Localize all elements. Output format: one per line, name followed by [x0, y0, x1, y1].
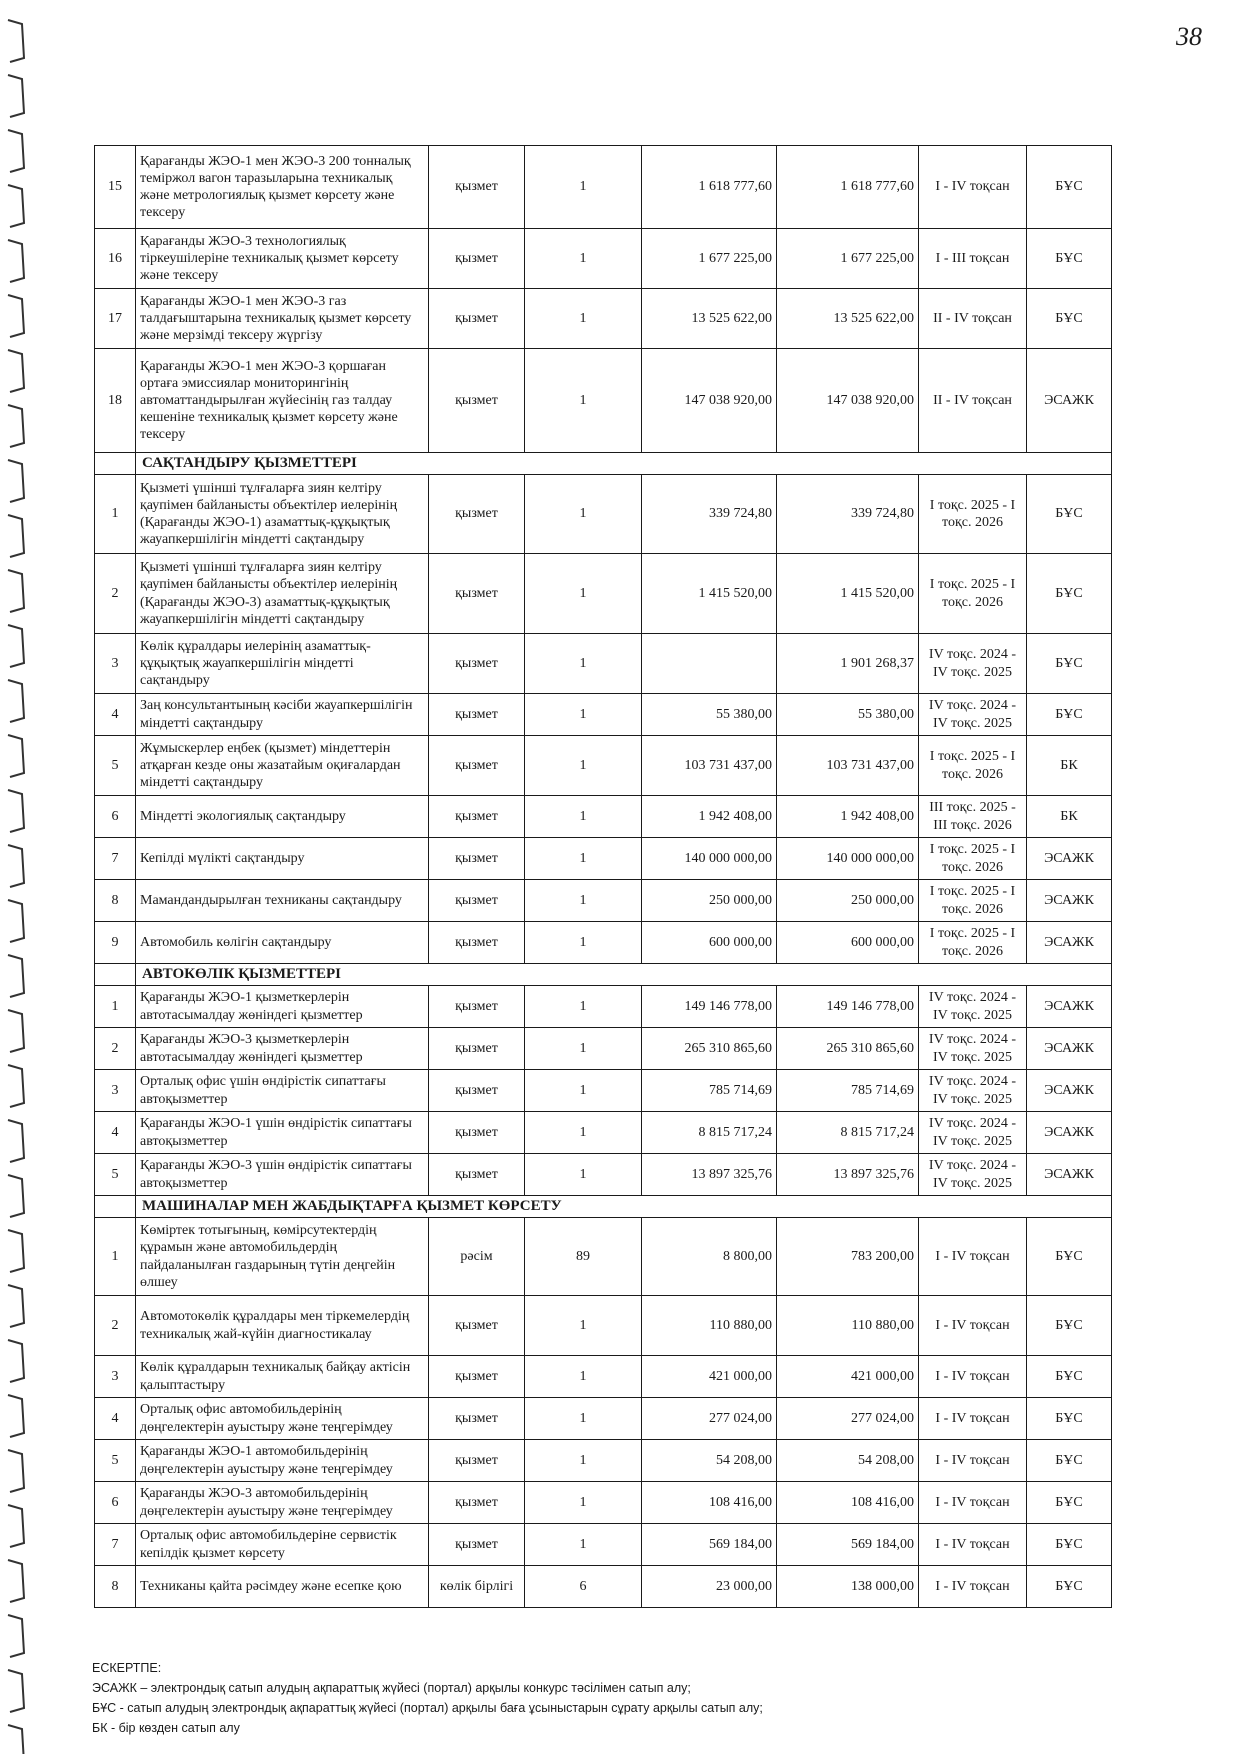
table-row: [95, 838, 1112, 880]
procurement-period: I - IV тоқсан: [919, 1482, 1027, 1524]
total-amount: 250 000,00: [777, 880, 919, 922]
procurement-period: I тоқс. 2025 - I тоқс. 2026: [919, 880, 1027, 922]
quantity: 1: [525, 1296, 642, 1356]
binding-mark: [8, 1065, 24, 1107]
quantity: 1: [525, 922, 642, 964]
total-amount: 138 000,00: [777, 1566, 919, 1608]
total-amount: 569 184,00: [777, 1524, 919, 1566]
notes-block: [92, 1658, 1132, 1738]
section-title: САҚТАНДЫРУ ҚЫЗМЕТТЕРІ: [136, 453, 1112, 475]
total-amount: 783 200,00: [777, 1218, 919, 1296]
service-name: Қарағанды ЖЭО-1 қызметкерлерін автотасымалдау жөніндегі қызметтер: [136, 986, 429, 1028]
procurement-method: БҰС: [1027, 146, 1112, 229]
unit-of-measure: қызмет: [429, 736, 525, 796]
table-row: [95, 736, 1112, 796]
unit-price: 13 897 325,76: [642, 1154, 777, 1196]
table-row: [95, 1112, 1112, 1154]
procurement-period: I тоқс. 2025 - I тоқс. 2026: [919, 736, 1027, 796]
service-name: Қызметі үшінші тұлғаларға зиян келтіру қаупімен байланысты объектілер иелерінің (Қарағанды ЖЭО-3) азаматтық-құқықтық жауапкершілігін міндетті сақтандыру: [136, 554, 429, 634]
quantity: 1: [525, 289, 642, 349]
total-amount: 1 942 408,00: [777, 796, 919, 838]
service-name: Жұмыскерлер еңбек (қызмет) міндеттерін атқарған кезде оны жазатайым оқиғалардан міндетті сақтандыру: [136, 736, 429, 796]
procurement-method: БҰС: [1027, 634, 1112, 694]
row-number: 1: [95, 986, 136, 1028]
note-line-bk: БК - бір көзден сатып алу: [92, 1721, 240, 1735]
procurement-method: БҰС: [1027, 475, 1112, 554]
unit-of-measure: қызмет: [429, 796, 525, 838]
row-number: 5: [95, 1440, 136, 1482]
total-amount: 54 208,00: [777, 1440, 919, 1482]
binding-mark: [8, 1230, 24, 1272]
procurement-period: I тоқс. 2025 - I тоқс. 2026: [919, 922, 1027, 964]
row-number: 8: [95, 880, 136, 922]
service-name: Автомотокөлік құралдары мен тіркемелердің техникалық жай-күйін диагностикалау: [136, 1296, 429, 1356]
procurement-method: БҰС: [1027, 289, 1112, 349]
procurement-method: БК: [1027, 736, 1112, 796]
procurement-period: IV тоқс. 2024 - IV тоқс. 2025: [919, 1070, 1027, 1112]
quantity: 1: [525, 694, 642, 736]
table-row: [95, 146, 1112, 229]
unit-price: 277 024,00: [642, 1398, 777, 1440]
binding-mark: [8, 295, 24, 337]
quantity: 1: [525, 1070, 642, 1112]
unit-price: 110 880,00: [642, 1296, 777, 1356]
unit-of-measure: көлік бірлігі: [429, 1566, 525, 1608]
binding-mark: [8, 405, 24, 447]
quantity: 1: [525, 1154, 642, 1196]
binding-mark: [8, 955, 24, 997]
section-number-cell: [95, 453, 136, 475]
row-number: 15: [95, 146, 136, 229]
table-row: [95, 1218, 1112, 1296]
total-amount: 149 146 778,00: [777, 986, 919, 1028]
quantity: 1: [525, 1482, 642, 1524]
procurement-method: ЭСАЖК: [1027, 880, 1112, 922]
total-amount: 55 380,00: [777, 694, 919, 736]
unit-price: [642, 634, 777, 694]
binding-mark: [8, 240, 24, 282]
unit-price: 1 942 408,00: [642, 796, 777, 838]
unit-of-measure: қызмет: [429, 289, 525, 349]
procurement-period: I - IV тоқсан: [919, 1524, 1027, 1566]
procurement-method: БҰС: [1027, 554, 1112, 634]
table-row: [95, 796, 1112, 838]
procurement-plan-table: [94, 145, 1112, 1608]
total-amount: 1 901 268,37: [777, 634, 919, 694]
row-number: 4: [95, 694, 136, 736]
unit-price: 147 038 920,00: [642, 349, 777, 453]
procurement-method: ЭСАЖК: [1027, 1154, 1112, 1196]
procurement-method: ЭСАЖК: [1027, 922, 1112, 964]
unit-price: 265 310 865,60: [642, 1028, 777, 1070]
procurement-method: БҰС: [1027, 1440, 1112, 1482]
unit-price: 1 415 520,00: [642, 554, 777, 634]
table-row: [95, 289, 1112, 349]
binding-margin-marks: [0, 0, 40, 1754]
quantity: 1: [525, 796, 642, 838]
note-line-bus: БҰС - сатып алудың электрондық ақпараттық жүйесі (портал) арқылы баға ұсыныстарын сұрату арқылы сатып алу;: [92, 1701, 763, 1715]
binding-mark: [8, 515, 24, 557]
table-row: [95, 229, 1112, 289]
binding-mark: [8, 570, 24, 612]
service-name: Қарағанды ЖЭО-1 үшін өндірістік сипаттағы автоқызметтер: [136, 1112, 429, 1154]
unit-of-measure: қызмет: [429, 554, 525, 634]
binding-mark: [8, 790, 24, 832]
total-amount: 8 815 717,24: [777, 1112, 919, 1154]
service-name: Заң консультантының кәсіби жауапкершілігін міндетті сақтандыру: [136, 694, 429, 736]
procurement-method: БҰС: [1027, 694, 1112, 736]
total-amount: 108 416,00: [777, 1482, 919, 1524]
total-amount: 600 000,00: [777, 922, 919, 964]
procurement-method: ЭСАЖК: [1027, 838, 1112, 880]
binding-mark: [8, 735, 24, 777]
table-row: [95, 1154, 1112, 1196]
procurement-period: II - IV тоқсан: [919, 349, 1027, 453]
binding-mark: [8, 1560, 24, 1602]
total-amount: 13 897 325,76: [777, 1154, 919, 1196]
unit-price: 8 800,00: [642, 1218, 777, 1296]
procurement-method: ЭСАЖК: [1027, 1070, 1112, 1112]
service-name: Қарағанды ЖЭО-1 мен ЖЭО-3 газ талдағыштарына техникалық қызмет көрсету және мерзімді тексеру жүргізу: [136, 289, 429, 349]
total-amount: 265 310 865,60: [777, 1028, 919, 1070]
procurement-period: IV тоқс. 2024 - IV тоқс. 2025: [919, 1028, 1027, 1070]
procurement-method: БҰС: [1027, 1524, 1112, 1566]
unit-price: 149 146 778,00: [642, 986, 777, 1028]
service-name: Қарағанды ЖЭО-1 мен ЖЭО-3 200 тонналық теміржол вагон таразыларына техникалық және метрологиялық қызмет көрсету және тексеру: [136, 146, 429, 229]
procurement-period: IV тоқс. 2024 - IV тоқс. 2025: [919, 694, 1027, 736]
binding-mark: [8, 625, 24, 667]
procurement-period: I - IV тоқсан: [919, 1566, 1027, 1608]
total-amount: 140 000 000,00: [777, 838, 919, 880]
binding-mark: [8, 1395, 24, 1437]
service-name: Қарағанды ЖЭО-3 қызметкерлерін автотасымалдау жөніндегі қызметтер: [136, 1028, 429, 1070]
table-row: [95, 1356, 1112, 1398]
total-amount: 277 024,00: [777, 1398, 919, 1440]
row-number: 4: [95, 1112, 136, 1154]
row-number: 16: [95, 229, 136, 289]
binding-mark: [8, 900, 24, 942]
service-name: Қарағанды ЖЭО-3 үшін өндірістік сипаттағы автоқызметтер: [136, 1154, 429, 1196]
row-number: 18: [95, 349, 136, 453]
procurement-method: ЭСАЖК: [1027, 349, 1112, 453]
table-row: [95, 1398, 1112, 1440]
table-row: [95, 986, 1112, 1028]
table-row: [95, 349, 1112, 453]
service-name: Көміртек тотығының, көмірсутектердің құрамын және автомобильдердің пайдаланылған газдарының түтін деңгейін өлшеу: [136, 1218, 429, 1296]
unit-of-measure: қызмет: [429, 229, 525, 289]
binding-mark: [8, 1725, 24, 1754]
quantity: 1: [525, 1440, 642, 1482]
procurement-method: ЭСАЖК: [1027, 986, 1112, 1028]
unit-of-measure: рәсім: [429, 1218, 525, 1296]
unit-of-measure: қызмет: [429, 475, 525, 554]
binding-mark: [8, 1670, 24, 1712]
binding-mark: [8, 1505, 24, 1547]
total-amount: 110 880,00: [777, 1296, 919, 1356]
total-amount: 1 415 520,00: [777, 554, 919, 634]
quantity: 1: [525, 634, 642, 694]
binding-mark: [8, 1285, 24, 1327]
quantity: 1: [525, 554, 642, 634]
row-number: 4: [95, 1398, 136, 1440]
procurement-period: I - III тоқсан: [919, 229, 1027, 289]
procurement-method: БҰС: [1027, 1218, 1112, 1296]
procurement-method: ЭСАЖК: [1027, 1112, 1112, 1154]
table-row: [95, 475, 1112, 554]
service-name: Орталық офис үшін өндірістік сипаттағы автоқызметтер: [136, 1070, 429, 1112]
binding-mark: [8, 1120, 24, 1162]
table-row: [95, 1070, 1112, 1112]
procurement-method: БҰС: [1027, 229, 1112, 289]
row-number: 1: [95, 1218, 136, 1296]
table-row: [95, 880, 1112, 922]
total-amount: 1 618 777,60: [777, 146, 919, 229]
unit-of-measure: қызмет: [429, 1356, 525, 1398]
binding-mark: [8, 1615, 24, 1657]
binding-mark: [8, 1010, 24, 1052]
unit-of-measure: қызмет: [429, 922, 525, 964]
quantity: 1: [525, 146, 642, 229]
quantity: 1: [525, 349, 642, 453]
binding-mark: [8, 845, 24, 887]
service-name: Орталық офис автомобильдеріне сервистік кепілдік қызмет көрсету: [136, 1524, 429, 1566]
quantity: 6: [525, 1566, 642, 1608]
procurement-method: БҰС: [1027, 1296, 1112, 1356]
procurement-period: III тоқс. 2025 - III тоқс. 2026: [919, 796, 1027, 838]
section-number-cell: [95, 964, 136, 986]
section-number-cell: [95, 1196, 136, 1218]
service-name: Міндетті экологиялық сақтандыру: [136, 796, 429, 838]
service-name: Қарағанды ЖЭО-3 технологиялық тіркеушілеріне техникалық қызмет көрсету және тексеру: [136, 229, 429, 289]
unit-of-measure: қызмет: [429, 146, 525, 229]
binding-mark: [8, 185, 24, 227]
unit-price: 55 380,00: [642, 694, 777, 736]
quantity: 1: [525, 1524, 642, 1566]
row-number: 1: [95, 475, 136, 554]
row-number: 5: [95, 736, 136, 796]
unit-of-measure: қызмет: [429, 634, 525, 694]
unit-price: 250 000,00: [642, 880, 777, 922]
table-row: [95, 1482, 1112, 1524]
table-row: [95, 922, 1112, 964]
service-name: Орталық офис автомобильдерінің дөңгелектерін ауыстыру және теңгерімдеу: [136, 1398, 429, 1440]
procurement-period: I - IV тоқсан: [919, 1398, 1027, 1440]
quantity: 1: [525, 229, 642, 289]
unit-price: 339 724,80: [642, 475, 777, 554]
row-number: 8: [95, 1566, 136, 1608]
procurement-method: ЭСАЖК: [1027, 1028, 1112, 1070]
total-amount: 1 677 225,00: [777, 229, 919, 289]
binding-mark: [8, 350, 24, 392]
unit-of-measure: қызмет: [429, 1070, 525, 1112]
quantity: 1: [525, 736, 642, 796]
unit-of-measure: қызмет: [429, 1524, 525, 1566]
procurement-period: I - IV тоқсан: [919, 1296, 1027, 1356]
total-amount: 13 525 622,00: [777, 289, 919, 349]
binding-mark: [8, 75, 24, 117]
procurement-period: IV тоқс. 2024 - IV тоқс. 2025: [919, 1154, 1027, 1196]
quantity: 1: [525, 880, 642, 922]
unit-price: 103 731 437,00: [642, 736, 777, 796]
row-number: 2: [95, 1028, 136, 1070]
row-number: 17: [95, 289, 136, 349]
procurement-period: II - IV тоқсан: [919, 289, 1027, 349]
unit-of-measure: қызмет: [429, 1028, 525, 1070]
service-name: Автомобиль көлігін сақтандыру: [136, 922, 429, 964]
section-header-row: [95, 453, 1112, 475]
service-name: Көлік құралдарын техникалық байқау актісін қалыптастыру: [136, 1356, 429, 1398]
unit-of-measure: қызмет: [429, 349, 525, 453]
table-row: [95, 1028, 1112, 1070]
procurement-period: IV тоқс. 2024 - IV тоқс. 2025: [919, 1112, 1027, 1154]
unit-of-measure: қызмет: [429, 986, 525, 1028]
binding-mark: [8, 1340, 24, 1382]
row-number: 7: [95, 1524, 136, 1566]
table-row: [95, 554, 1112, 634]
row-number: 7: [95, 838, 136, 880]
unit-price: 785 714,69: [642, 1070, 777, 1112]
quantity: 1: [525, 838, 642, 880]
unit-price: 600 000,00: [642, 922, 777, 964]
procurement-period: I - IV тоқсан: [919, 1218, 1027, 1296]
row-number: 2: [95, 1296, 136, 1356]
unit-of-measure: қызмет: [429, 694, 525, 736]
service-name: Қарағанды ЖЭО-1 мен ЖЭО-3 қоршаған ортаға эмиссиялар мониторингінің автоматтандырылған жүйесінің газ талдау кешеніне техникалық қызмет көрсету және тексеру: [136, 349, 429, 453]
unit-price: 1 677 225,00: [642, 229, 777, 289]
quantity: 1: [525, 1398, 642, 1440]
table-row: [95, 694, 1112, 736]
unit-of-measure: қызмет: [429, 1112, 525, 1154]
binding-mark: [8, 20, 24, 62]
unit-of-measure: қызмет: [429, 1398, 525, 1440]
row-number: 3: [95, 1356, 136, 1398]
table-row: [95, 1524, 1112, 1566]
note-line-esazhk: ЭСАЖК – электрондық сатып алудың ақпараттық жүйесі (портал) арқылы конкурс тәсілімен сатып алу;: [92, 1681, 691, 1695]
row-number: 6: [95, 1482, 136, 1524]
unit-of-measure: қызмет: [429, 1154, 525, 1196]
table-row: [95, 1440, 1112, 1482]
service-name: Мамандандырылған техниканы сақтандыру: [136, 880, 429, 922]
procurement-period: I - IV тоқсан: [919, 1356, 1027, 1398]
row-number: 3: [95, 634, 136, 694]
service-name: Техниканы қайта рәсімдеу және есепке қою: [136, 1566, 429, 1608]
procurement-period: IV тоқс. 2024 - IV тоқс. 2025: [919, 634, 1027, 694]
service-name: Көлік құралдары иелерінің азаматтық-құқықтық жауапкершілігін міндетті сақтандыру: [136, 634, 429, 694]
table-row: [95, 1566, 1112, 1608]
unit-price: 54 208,00: [642, 1440, 777, 1482]
row-number: 6: [95, 796, 136, 838]
procurement-method: БҰС: [1027, 1356, 1112, 1398]
quantity: 89: [525, 1218, 642, 1296]
row-number: 2: [95, 554, 136, 634]
unit-price: 108 416,00: [642, 1482, 777, 1524]
service-name: Қарағанды ЖЭО-3 автомобильдерінің дөңгелектерін ауыстыру және теңгерімдеу: [136, 1482, 429, 1524]
section-title: МАШИНАЛАР МЕН ЖАБДЫҚТАРҒА ҚЫЗМЕТ КӨРСЕТУ: [136, 1196, 1112, 1218]
quantity: 1: [525, 1112, 642, 1154]
total-amount: 785 714,69: [777, 1070, 919, 1112]
unit-price: 8 815 717,24: [642, 1112, 777, 1154]
quantity: 1: [525, 1356, 642, 1398]
service-name: Қарағанды ЖЭО-1 автомобильдерінің дөңгелектерін ауыстыру және теңгерімдеу: [136, 1440, 429, 1482]
service-name: Кепілді мүлікті сақтандыру: [136, 838, 429, 880]
quantity: 1: [525, 986, 642, 1028]
binding-mark: [8, 130, 24, 172]
total-amount: 147 038 920,00: [777, 349, 919, 453]
row-number: 3: [95, 1070, 136, 1112]
table-row: [95, 634, 1112, 694]
procurement-method: БҰС: [1027, 1566, 1112, 1608]
unit-of-measure: қызмет: [429, 880, 525, 922]
binding-mark: [8, 1450, 24, 1492]
page-number: 38: [1176, 22, 1202, 51]
unit-price: 569 184,00: [642, 1524, 777, 1566]
unit-of-measure: қызмет: [429, 1440, 525, 1482]
quantity: 1: [525, 1028, 642, 1070]
unit-price: 1 618 777,60: [642, 146, 777, 229]
procurement-period: I - IV тоқсан: [919, 146, 1027, 229]
procurement-method: БҰС: [1027, 1398, 1112, 1440]
total-amount: 339 724,80: [777, 475, 919, 554]
section-header-row: [95, 964, 1112, 986]
unit-price: 140 000 000,00: [642, 838, 777, 880]
section-title: АВТОКӨЛІК ҚЫЗМЕТТЕРІ: [136, 964, 1112, 986]
procurement-period: I тоқс. 2025 - I тоқс. 2026: [919, 838, 1027, 880]
total-amount: 421 000,00: [777, 1356, 919, 1398]
section-header-row: [95, 1196, 1112, 1218]
procurement-method: БҰС: [1027, 1482, 1112, 1524]
unit-price: 23 000,00: [642, 1566, 777, 1608]
table-row: [95, 1296, 1112, 1356]
total-amount: 103 731 437,00: [777, 736, 919, 796]
binding-mark: [8, 460, 24, 502]
row-number: 9: [95, 922, 136, 964]
procurement-period: I тоқс. 2025 - I тоқс. 2026: [919, 554, 1027, 634]
notes-heading: ЕСКЕРТПЕ:: [92, 1661, 162, 1675]
unit-of-measure: қызмет: [429, 838, 525, 880]
row-number: 5: [95, 1154, 136, 1196]
procurement-method: БК: [1027, 796, 1112, 838]
unit-price: 421 000,00: [642, 1356, 777, 1398]
service-name: Қызметі үшінші тұлғаларға зиян келтіру қаупімен байланысты объектілер иелерінің (Қарағанды ЖЭО-1) азаматтық-құқықтық жауапкершілігін міндетті сақтандыру: [136, 475, 429, 554]
procurement-period: IV тоқс. 2024 - IV тоқс. 2025: [919, 986, 1027, 1028]
binding-mark: [8, 1175, 24, 1217]
binding-mark: [8, 680, 24, 722]
unit-of-measure: қызмет: [429, 1296, 525, 1356]
procurement-period: I - IV тоқсан: [919, 1440, 1027, 1482]
procurement-period: I тоқс. 2025 - I тоқс. 2026: [919, 475, 1027, 554]
unit-price: 13 525 622,00: [642, 289, 777, 349]
quantity: 1: [525, 475, 642, 554]
unit-of-measure: қызмет: [429, 1482, 525, 1524]
